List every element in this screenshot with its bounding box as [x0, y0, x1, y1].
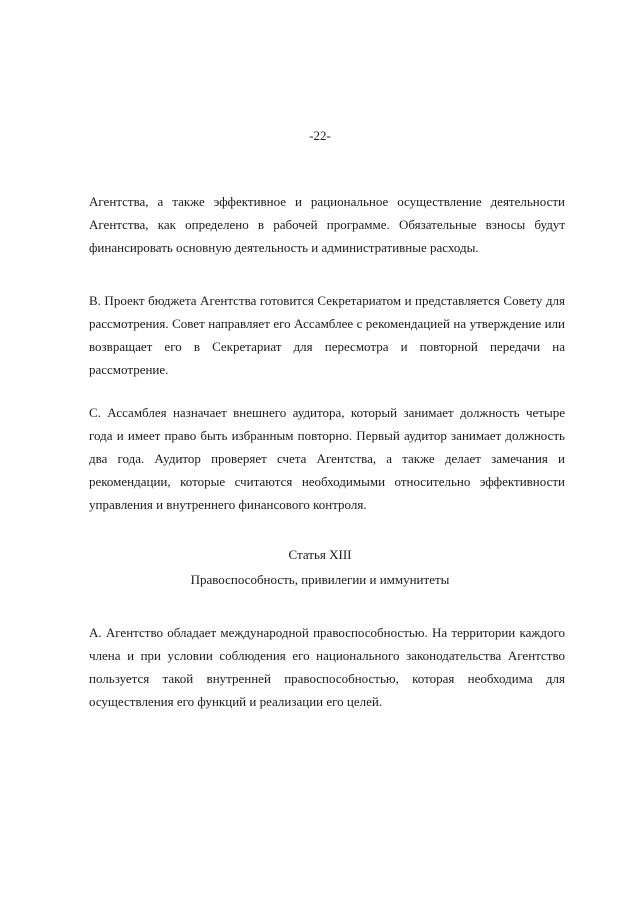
paragraph-a: A. Агентство обладает международной правоспособностью. На территории каждого члена и при условии соблюдения его национального законодательства Агентство пользуется такой внутренней правоспособностью, которая необходима для осуществления его функций и реализации его целей. — [89, 625, 565, 709]
article-title: Правоспособность, привилегии и иммунитеты — [190, 572, 450, 587]
article-number: Статья XIII — [288, 547, 352, 562]
paragraph-b: B. Проект бюджета Агентства готовится Секретариатом и представляется Совету для рассмотрения. Совет направляет его Ассамблее с рекомендацией на утверждение или возвращает его в Секретариат для пересмотра и повторной передачи на рассмотрение. — [89, 293, 565, 377]
paragraph-continuation: Агентства, а также эффективное и рациональное осуществление деятельности Агентства, как определено в рабочей программе. Обязательные взносы будут финансировать основную деятельность и административные расходы. — [89, 194, 565, 255]
page-number: -22- — [309, 128, 331, 143]
article-heading — [0, 542, 640, 592]
paragraph-c: C. Ассамблея назначает внешнего аудитора, который занимает должность четыре года и имеет право быть избранным повторно. Первый аудитор занимает должность два года. Аудитор проверяет счета Агентства, а также делает замечания и рекомендации, которые считаются необходимыми относительно эффективности управления и внутреннего финансового контроля. — [89, 405, 565, 512]
